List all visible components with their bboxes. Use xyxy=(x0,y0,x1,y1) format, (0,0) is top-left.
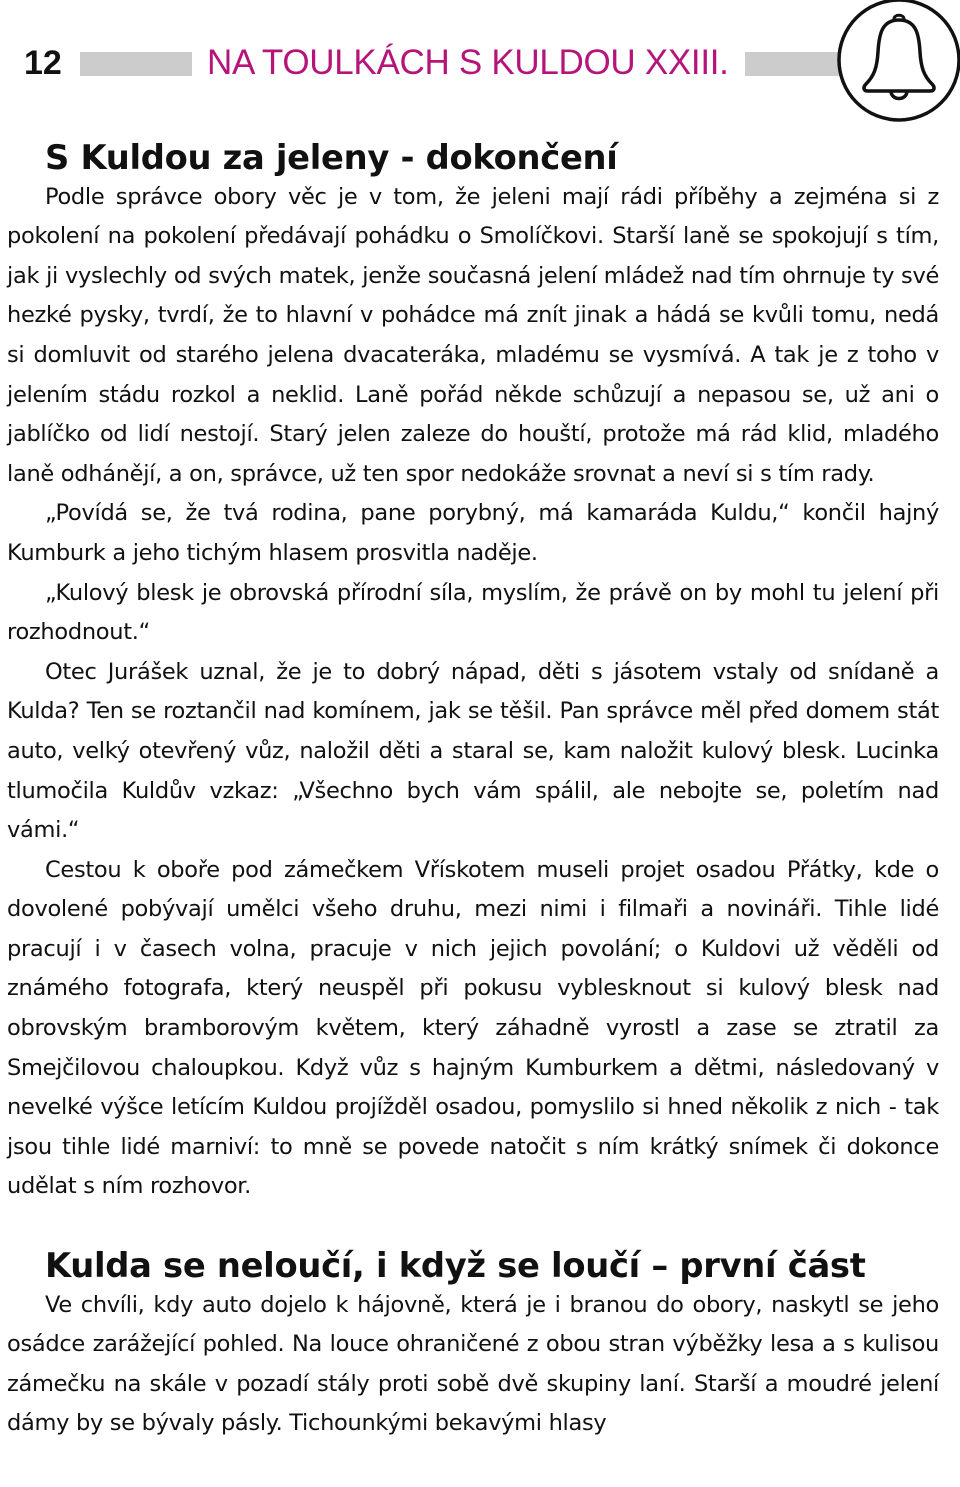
section-farewell xyxy=(7,1246,939,1444)
section-gap xyxy=(7,1207,939,1246)
section-title: S Kuldou za jeleny - dokončení xyxy=(45,138,618,177)
bell-icon xyxy=(830,0,960,124)
section-deer xyxy=(7,138,939,1207)
page-number: 12 xyxy=(24,44,62,82)
paragraph: Cestou k oboře pod zámečkem Vřískotem museli projet osadou Přátky, kde o dovolené pobývají umělci všeho druhu, mezi nimi i filmaři a novináři. Tihle lidé pracují i v časech volna, pracuje v nich jejich povolání; o Kuldovi už věděli od známého fotografa, který neuspěl při pokusu vyblesknout si kulový blesk nad obrovským bramborovým květem, který záhadně vyrostl a zase se ztratil za Smejčilovou chaloupkou. Když vůz s hajným Kumburkem a dětmi, následovaný v nevelké výšce letícím Kuldou projížděl osadou, pomyslilo si hned několik z nich - tak jsou tihle lidé marniví: to mně se povede natočit s ním krátký snímek či dokonce udělat s ním rozhovor. xyxy=(7,856,939,1200)
paragraph: Otec Jurášek uznal, že je to dobrý nápad, děti s jásotem vstaly od snídaně a Kulda? Ten se roztančil nad komínem, jak se těšil. Pan správce měl před domem stát auto, velký otevřený vůz, naložil děti a staral se, kam naložit kulový blesk. Lucinka tlumočila Kuldův vzkaz: „Všechno bych vám spálil, ale nebojte se, poletím nad vámi.“ xyxy=(7,658,939,844)
paragraph: „Povídá se, že tvá rodina, pane porybný, má kamaráda Kuldu,“ končil hajný Kumburk a jeho tichým hlasem prosvitla naděje. xyxy=(7,500,939,566)
article-body xyxy=(7,138,939,1444)
running-title: NA TOULKÁCH S KULDOU XXIII. xyxy=(207,43,729,82)
paragraph: Podle správce obory věc je v tom, že jeleni mají rádi příběhy a zejména si z pokolení na pokolení předávají pohádku o Smolíčkovi. Starší laně se spokojují s tím, jak ji vyslechly od svých matek, jenže současná jelení mládež nad tím ohrnuje ty své hezké pysky, tvrdí, že to hlavní v pohádce má znít jinak a hádá se kvůli tomu, nedá si domluvit od starého jelena dvacateráka, mladému se vysmívá. A tak je z toho v jelením stádu rozkol a neklid. Laně pořád někde schůzují a nepasou se, už ani o jablíčko od lidí nestojí. Starý jelen zaleze do houští, protože má rád klid, mladého laně odhánějí, a on, správce, už ten spor nedokáže srovnat a neví si s tím rady. xyxy=(7,183,939,487)
paragraph: Ve chvíli, kdy auto dojelo k hájovně, která je i branou do obory, naskytl se jeho osádce zarážející pohled. Na louce ohraničené z obou stran výběžky lesa a s kulisou zámečku na skále v pozadí stály proti sobě dvě skupiny laní. Starší a moudré jelení dámy by se bývaly pásly. Tichounkými bekavými hlasy xyxy=(7,1291,939,1437)
page-header xyxy=(0,0,960,130)
paragraph: „Kulový blesk je obrovská přírodní síla, myslím, že právě on by mohl tu jelení při rozhodnout.“ xyxy=(7,579,939,646)
header-bar-left xyxy=(80,52,192,76)
section-title: Kulda se neloučí, i když se loučí – první část xyxy=(45,1246,866,1286)
